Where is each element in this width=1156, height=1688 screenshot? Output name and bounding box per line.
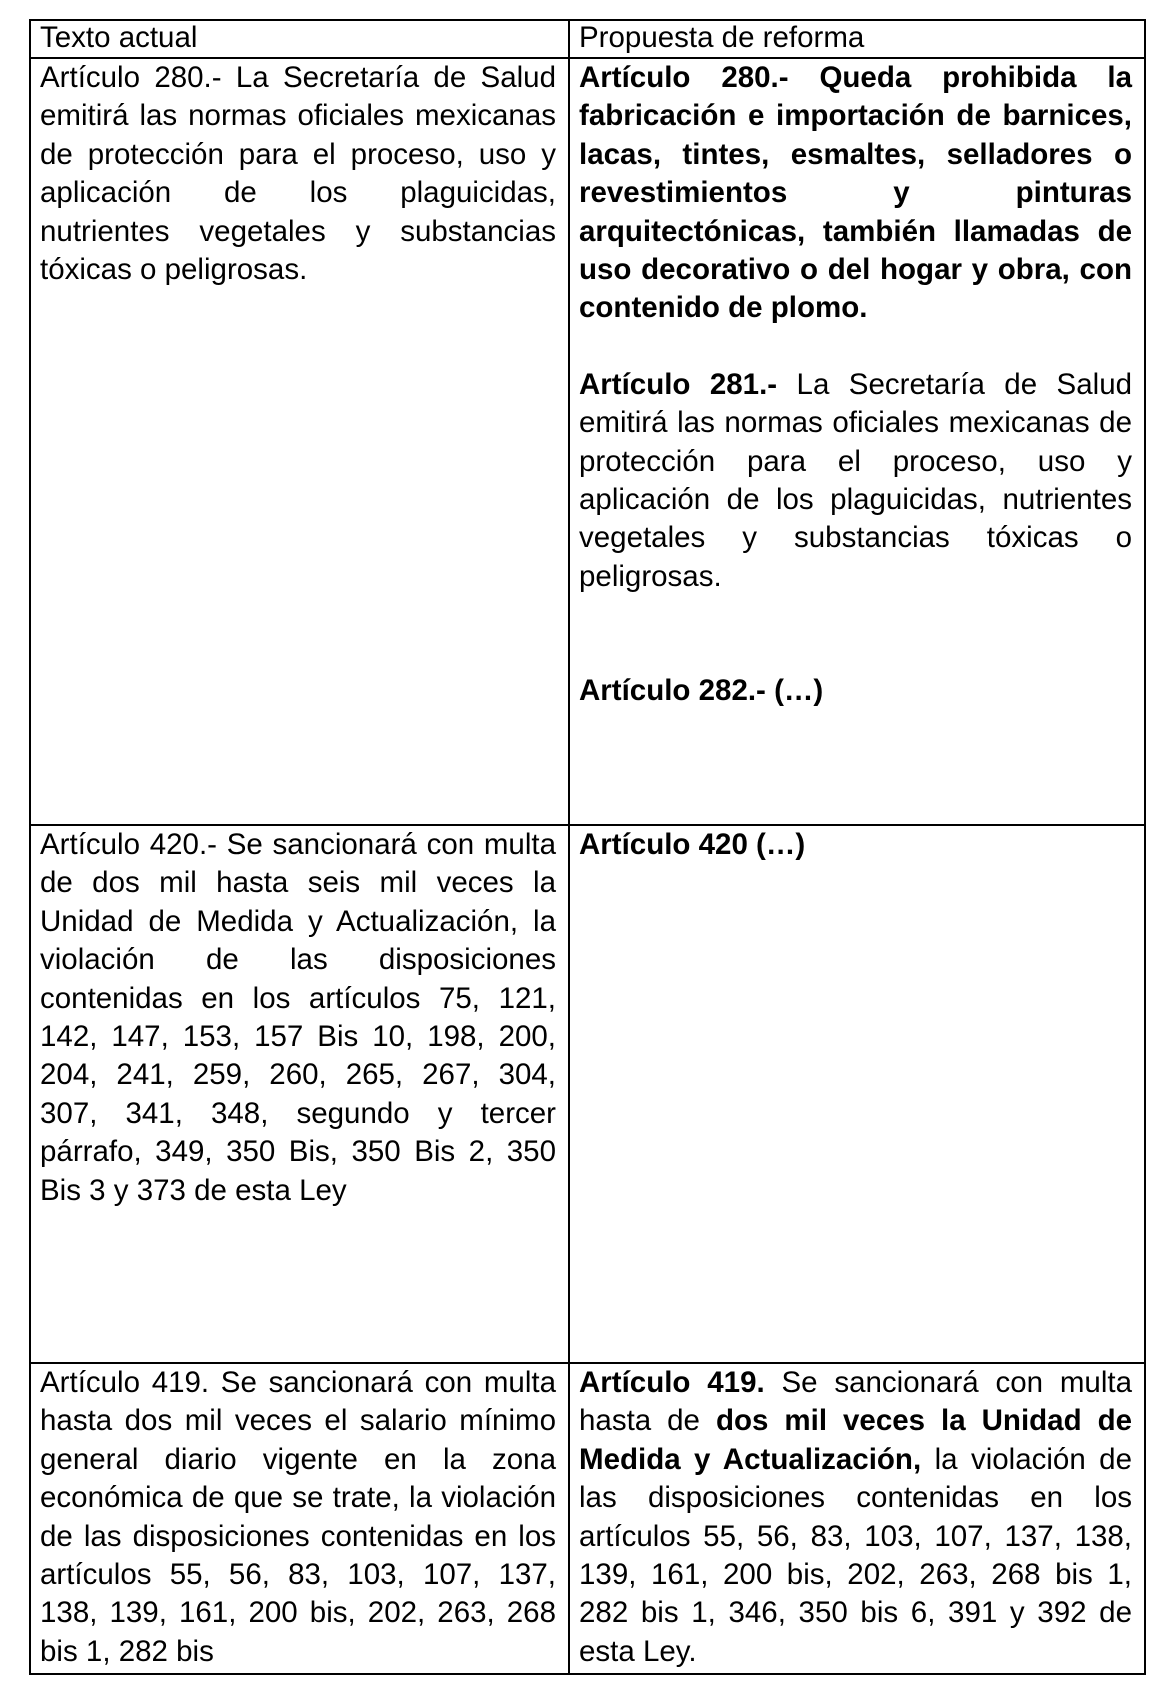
article-282-proposal: Artículo 282.- (…)	[579, 674, 824, 708]
article-420-proposal: Artículo 420 (…)	[579, 828, 806, 861]
current-text-cell	[30, 1363, 569, 1674]
table-row	[30, 1363, 1145, 1674]
article-281-body: La Secretaría de Salud emitirá las normas oficiales mexicanas de protección para el proceso, uso y aplicación de los plaguicidas, nutrientes vegetales y substancias tóxicas o peligrosas.	[579, 367, 1133, 593]
article-419-text-1: Se sancionará con multa hasta de	[579, 1366, 1132, 1438]
article-420-current: Artículo 420.- Se sancionará con multa de dos mil hasta seis mil veces la Unidad de Medida y Actualización, la violación de las disposiciones contenidas en los artículos 75, 121, 142, 147, 153, 157 Bis 10, 198, 200, 204, 241, 259, 260, 265, 267, 304, 307, 341, 348, segundo y tercer párrafo, 349, 350 Bis, 350 Bis 2, 350 Bis 3 y 373 de esta Ley	[40, 828, 556, 1207]
table-row	[30, 825, 1145, 1363]
table-row	[30, 58, 1145, 825]
header-row	[30, 20, 1145, 58]
article-419-proposal	[579, 1364, 1132, 1671]
article-419-heading: Artículo 419.	[579, 1366, 765, 1399]
article-280-proposal: Artículo 280.- Queda prohibida la fabricación e importación de barnices, lacas, tintes, esmaltes, selladores o revestimientos y pinturas arquitectónicas, también llamadas de uso decorativo o del hogar y obra, con contenido de plomo.	[579, 61, 1132, 325]
current-text-cell	[30, 58, 569, 825]
article-419-emphasis: dos mil veces la Unidad de Medida y Actualización,	[579, 1404, 1133, 1476]
article-419-text-2: la violación de las disposiciones contenidas en los artículos 55, 56, 83, 103, 107, 137, 138, 139, 161, 200 bis, 202, 263, 268 bis 1, 282 bis 1, 346, 350 bis 6, 391 y 392 de esta Ley.	[579, 1442, 1132, 1668]
proposal-cell	[569, 58, 1145, 825]
article-281-heading: Artículo 281.-	[579, 367, 778, 401]
current-text-cell	[30, 825, 569, 1363]
comparison-table	[29, 19, 1146, 1675]
proposal-cell	[569, 825, 1145, 1363]
header-proposal: Propuesta de reforma	[569, 20, 1145, 58]
proposal-cell	[569, 1363, 1145, 1674]
article-281-proposal	[579, 366, 1132, 596]
header-current-text: Texto actual	[30, 20, 569, 58]
article-419-current: Artículo 419. Se sancionará con multa hasta dos mil veces el salario mínimo general diario vigente en la zona económica de que se trate, la violación de las disposiciones contenidas en los artículos 55, 56, 83, 103, 107, 137, 138, 139, 161, 200 bis, 202, 263, 268 bis 1, 282 bis	[40, 1366, 556, 1668]
article-280-current: Artículo 280.- La Secretaría de Salud emitirá las normas oficiales mexicanas de protección para el proceso, uso y aplicación de los plaguicidas, nutrientes vegetales y substancias tóxicas o peligrosas.	[40, 61, 556, 287]
